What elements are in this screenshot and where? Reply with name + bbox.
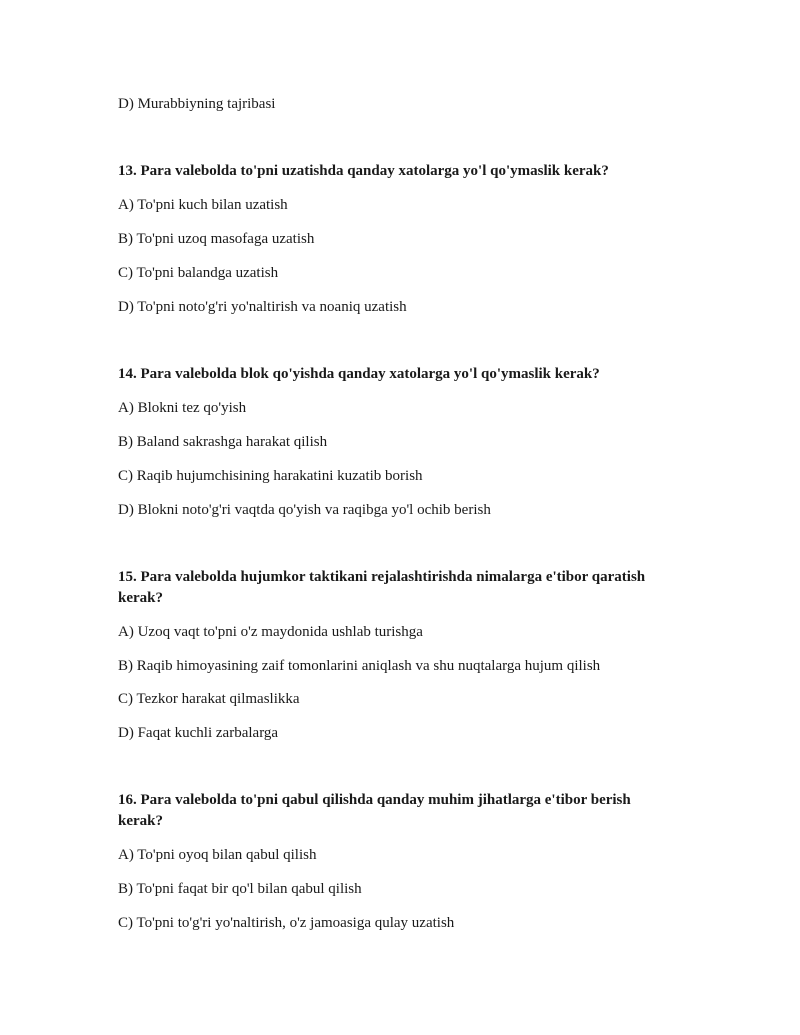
q15-option-a: A) Uzoq vaqt to'pni o'z maydonida ushlab turishga <box>118 624 423 640</box>
q15-option-c: C) Tezkor harakat qilmaslikka <box>118 691 300 707</box>
q16-option-a: A) To'pni oyoq bilan qabul qilish <box>118 847 317 863</box>
question-16: 16. Para valebolda to'pni qabul qilishda qanday muhim jihatlarga e'tibor berish kerak? <box>118 792 631 829</box>
q14-option-b: B) Baland sakrashga harakat qilish <box>118 434 328 450</box>
q16-option-b: B) To'pni faqat bir qo'l bilan qabul qilish <box>118 881 362 897</box>
q15-option-b: B) Raqib himoyasining zaif tomonlarini aniqlash va shu nuqtalarga hujum qilish <box>118 658 601 674</box>
q14-option-c: C) Raqib hujumchisining harakatini kuzatib borish <box>118 468 423 484</box>
question-15: 15. Para valebolda hujumkor taktikani rejalashtirishda nimalarga e'tibor qaratish kerak? <box>118 569 646 606</box>
q14-option-a: A) Blokni tez qo'yish <box>118 400 247 416</box>
q13-option-d: D) To'pni noto'g'ri yo'naltirish va noaniq uzatish <box>118 299 407 315</box>
option-d-prev: D) Murabbiyning tajribasi <box>118 96 276 112</box>
question-14: 14. Para valebolda blok qo'yishda qanday xatolarga yo'l qo'ymaslik kerak? <box>118 366 600 382</box>
q16-option-c: C) To'pni to'g'ri yo'naltirish, o'z jamoasiga qulay uzatish <box>118 915 455 931</box>
q13-option-c: C) To'pni balandga uzatish <box>118 265 279 281</box>
question-13: 13. Para valebolda to'pni uzatishda qanday xatolarga yo'l qo'ymaslik kerak? <box>118 163 609 179</box>
q13-option-b: B) To'pni uzoq masofaga uzatish <box>118 231 315 247</box>
q13-option-a: A) To'pni kuch bilan uzatish <box>118 197 288 213</box>
q15-option-d: D) Faqat kuchli zarbalarga <box>118 725 279 741</box>
q14-option-d: D) Blokni noto'g'ri vaqtda qo'yish va raqibga yo'l ochib berish <box>118 502 491 518</box>
